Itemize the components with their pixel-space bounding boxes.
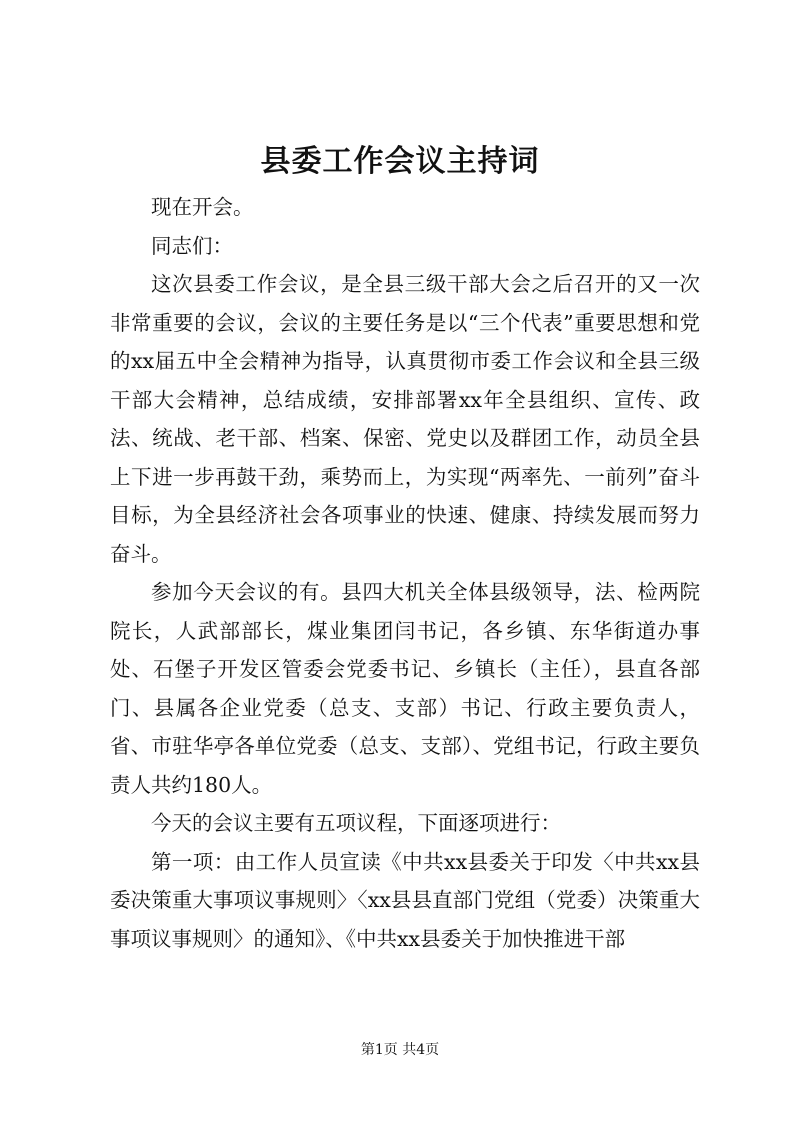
paragraph-agenda-item-1: 第一项：由工作人员宣读《中共xx县委关于印发〈中共xx县委决策重大事项议事规则〉〈xx县县直部门党组（党委）决策重大事项议事规则〉的通知》、《中共xx县委关于加快推进干部: [110, 849, 700, 951]
page-indicator: 第1页 共4页: [360, 1042, 440, 1058]
paragraph-attendees: 参加今天会议的有。县四大机关全体县级领导，法、检两院院长，人武部部长，煤业集团闫书记，各乡镇、东华街道办事处、石堡子开发区管委会党委书记、乡镇长（主任），县直各部门、县属各企业党委（总支、支部）书记、行政主要负责人，省、市驻华亭各单位党委（总支、支部）、党组书记，行政主要负责人共约180人。: [110, 580, 700, 797]
document-title: 县委工作会议主持词: [260, 144, 540, 179]
document-body: [110, 188, 700, 958]
paragraph-agenda-intro: 今天的会议主要有五项议程，下面逐项进行：: [151, 811, 561, 835]
paragraph-meeting-purpose: 这次县委工作会议，是全县三级干部大会之后召开的又一次非常重要的会议，会议的主要任务是以“三个代表”重要思想和党的xx届五中全会精神为指导，认真贯彻市委工作会议和全县三级干部大会精神，总结成绩，安排部署xx年全县组织、宣传、政法、统战、老干部、档案、保密、党史以及群团工作，动员全县上下进一步再鼓干劲，乘势而上，为实现“两率先、一前列”奋斗目标，为全县经济社会各项事业的快速、健康、持续发展而努力奋斗。: [110, 272, 700, 566]
paragraph-opening: 现在开会。: [151, 195, 254, 219]
paragraph-greeting: 同志们：: [151, 233, 233, 258]
